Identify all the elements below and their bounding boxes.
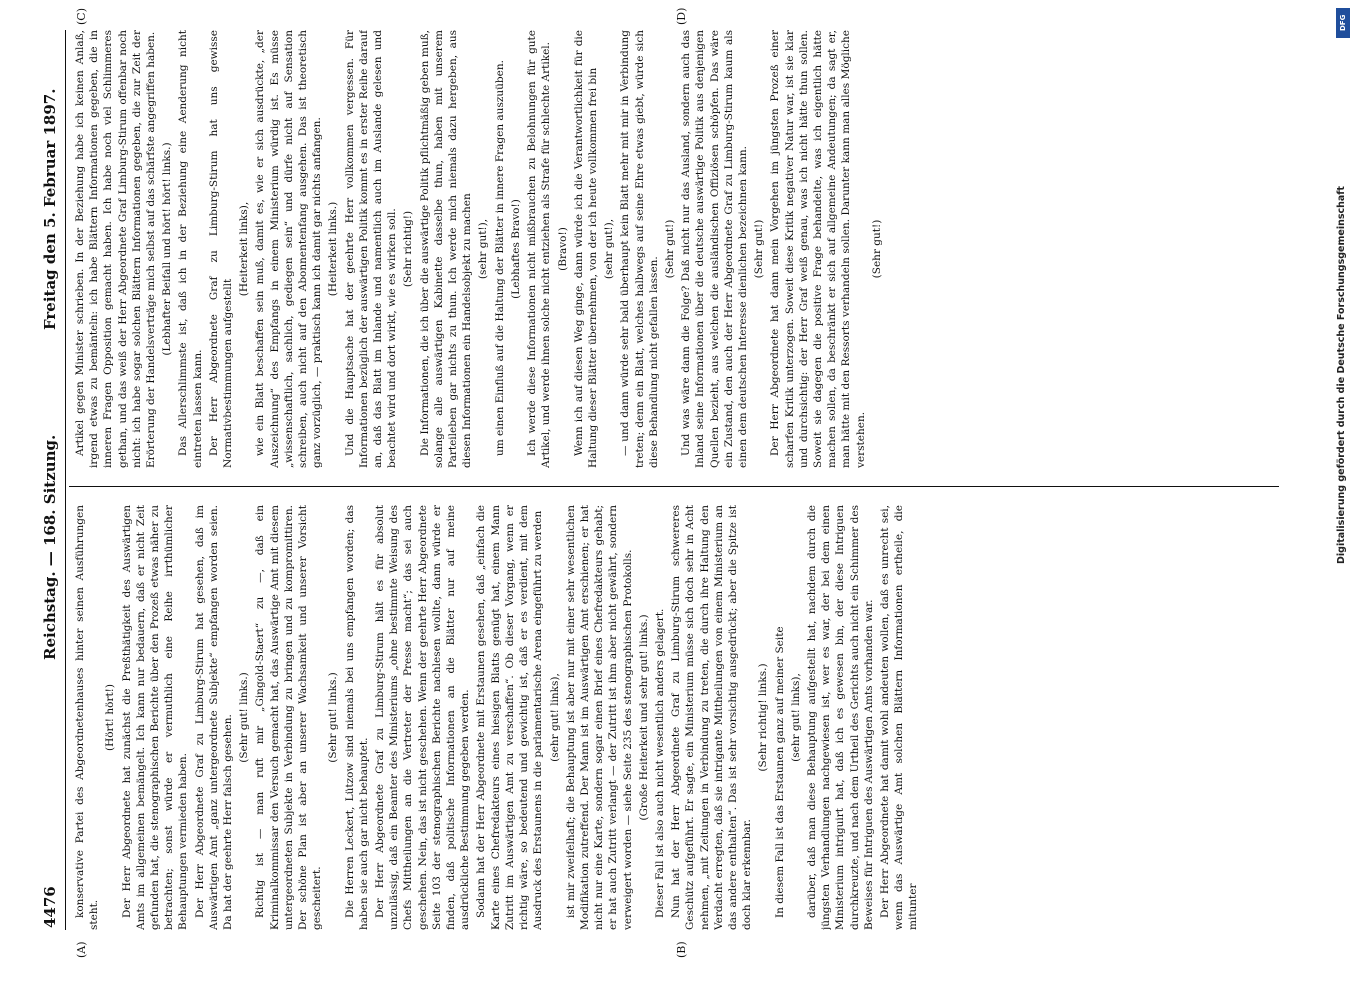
header-rule xyxy=(65,30,66,930)
left_column-paragraph: Der Herr Abgeordnete Graf zu Limburg-Stirum hat gesehen, daß im Auswärtigen Amt „ganz untergeordnete Subjekte“ empfangen worden seien. Da hat der geehrte Herr falsch gesehen. xyxy=(193,505,235,930)
right_column-paragraph: (Heiterkeit links.) xyxy=(327,201,340,297)
margin-marker-a: (A) xyxy=(75,941,88,958)
right_column-paragraph: Und was wäre dann die Folge? Daß nicht nur das Ausland, sondern auch das Inland seine Informationen über die deutsche auswärtige Politik aus denjenigen Quellen bezieht, aus welchen die ausländischen Offiziösen schöpfen. Das wäre ein Zustand, den auch der Herr Abgeordnete Graf zu Limburg-Stirum kaum als einen dem deutschen Interesse dienlichen bezeichnen kann. xyxy=(680,30,749,468)
margin-marker-b: (B) xyxy=(675,941,688,958)
left_column-paragraph: (sehr gut! links), xyxy=(789,673,802,762)
margin-marker-d: (D) xyxy=(675,7,688,25)
left_column-paragraph: In diesem Fall ist das Erstaunen ganz auf meiner Seite xyxy=(773,626,786,918)
right_column-paragraph: Wenn ich auf diesen Weg ginge, dann würde ich die Verantwortlichkeit für die Haltung dieser Blätter übernehmen, von der ich heute vollkommen frei bin xyxy=(572,30,599,468)
dfg-logo: DFG xyxy=(1336,8,1350,38)
digitization-credit: Digitalisierung gefördert durch die Deutsche Forschungsgemeinschaft xyxy=(1336,186,1347,564)
left_column-paragraph: Sodann hat der Herr Abgeordnete mit Erstaunen gesehen, daß „einfach die Karte eines Chefredakteurs eines hiesigen Blatts genügt hat, einem Mann Zutritt im Auswärtigen Amt zu verschaffen“. Ob dieser Vorgang, wenn er richtig wäre, so bedeutend und gewichtig ist, daß er es verdient, mit dem Ausdruck des Erstaunens in die parlamentarische Arena eingeführt zu werden xyxy=(475,505,545,930)
right_column-paragraph: Der Herr Abgeordnete Graf zu Limburg-Stirum hat uns gewisse Normativbestimmungen aufgestellt xyxy=(207,30,235,468)
left_column-paragraph: Der Herr Abgeordnete Graf zu Limburg-Stirum hält es für absolut unzulässig, daß ein Beamter des Ministeriums „ohne bestimmte Weisung des Chefs Mittheilungen an die Vertreter der Presse macht“; das sei auch geschehen. Nein, das ist nicht geschehen. Wenn der geehrte Herr Abgeordnete Seite 103 der stenographischen Berichte nachlesen wollte, dann würde er finden, daß politische Informationen an die Blätter nur auf meine ausdrückliche Bestimmung gegeben werden. xyxy=(374,505,472,930)
column-divider xyxy=(69,486,1279,487)
left_column-paragraph: (Sehr gut! links.) xyxy=(327,672,340,763)
left_column-paragraph: Richtig ist — man ruft mir „Gingold-Staert“ zu —, daß ein Kriminalkommissar den Versuch gemacht hat, das Auswärtige Amt mit diesem untergeordneten Subjekte in Verbindung zu bringen und zu kompromittiren. Der schöne Plan ist aber an unserer Wachsamkeit und unserer Vorsicht gescheitert. xyxy=(254,505,324,930)
left_column-paragraph: (Sehr richtig! links.) xyxy=(757,663,770,772)
right_column-paragraph: Und die Hauptsache hat der geehrte Herr vollkommen vergessen. Für Informationen bezüglich der auswärtigen Politik kommt es in erster Reihe darauf an, daß das Blatt im Inlande und namentlich auch im Auslande gelesen und beachtet wird und dort wirkt, wie es wirken soll. xyxy=(343,30,399,468)
left_column-paragraph: (sehr gut! links), xyxy=(548,673,561,762)
right_column-paragraph: (Lebhaftes Bravo!) xyxy=(509,199,522,299)
right_column-paragraph: (Heiterkeit links), xyxy=(238,201,251,297)
right_column-paragraph: (sehr gut!), xyxy=(477,218,490,280)
right_column-paragraph: (sehr gut!), xyxy=(603,218,616,280)
right_column-paragraph: wie ein Blatt beschaffen sein muß, damit es, wie er sich ausdrückte, „der Auszeichnung“ des Empfangs in einem Ministerium würdig ist. Es müsse „wissenschaftlich, sachlich, gediegen sein“ und dürfe nicht auf Sensation schreiben, auch nicht auf den Abonnentenfang ausgehen. Das ist theoretisch ganz vorzüglich, — praktisch kann ich damit gar nichts anfangen. xyxy=(254,30,324,468)
rotated-page xyxy=(35,7,1295,958)
right_column-paragraph: Der Herr Abgeordnete hat dann mein Vorgehen im jüngsten Prozeß einer scharfen Kritik unterzogen. Soweit diese Kritik negativer Natur war, ist sie klar und durchsichtig: der Herr Graf weiß genau, was ich nicht hätte thun sollen. Soweit sie dagegen die positive Frage behandelte, was ich eigentlich hätte machen sollen, da beschränkt er sich auf allgemeine Andeutungen; da sagt er, man hätte mit den Ressorts verhandeln sollen. Darunter kann man alles Mögliche verstehen. xyxy=(769,30,867,468)
right_column-paragraph: Die Informationen, die ich über die auswärtige Politik pflichtmäßig geben muß, solange alle auswärtigen Kabinette dasselbe thun, haben mit unserem Parteileben gar nichts zu thun. Ich werde mich niemals dazu hergeben, aus diesen Informationen ein Handelsobjekt zu machen xyxy=(418,30,474,468)
page-number: 4476 xyxy=(41,886,59,928)
right_column-paragraph: (Sehr richtig!) xyxy=(402,210,415,288)
left_column-paragraph: Nun hat der Herr Abgeordnete Graf zu Limburg-Stirum schwereres Geschütz aufgeführt. Er sagte, ein Ministerium müsse sich doch sehr in Acht nehmen, „mit Zeitungen in Verbindung zu treten, die durch ihre Haltung den Verdacht erregten, daß sie intrigante Mittheilungen von einem Ministerium an das andere enthalten“. Das ist sehr vorsichtig ausgedrückt; aber die Spitze ist doch klar erkennbar. xyxy=(670,505,754,930)
right_column-paragraph: Ich werde diese Informationen nicht mißbrauchen zu Belohnungen für gute Artikel, und werde ihnen solche nicht entziehen als Strafe für schlechte Artikel. xyxy=(526,30,553,468)
right_column-paragraph: (Bravo!) xyxy=(556,227,569,271)
left-column xyxy=(73,505,1273,930)
date-title: Freitag den 5. Februar 1897. xyxy=(41,88,59,330)
left_column-paragraph: Dieser Fall ist also auch nicht wesentlich anders gelagert. xyxy=(653,608,666,918)
right_column-paragraph: — und dann würde sehr bald überhaupt kein Blatt mehr mit mir in Verbindung treten; denn ein Blatt, welches halbwegs auf seine Ehre etwas giebt, würde sich diese Behandlung nicht gefallen lassen. xyxy=(619,30,660,468)
left_column-paragraph: (Große Heiterkeit und sehr gut! links.) xyxy=(637,614,650,821)
right-column xyxy=(73,30,1273,468)
left_column-paragraph: konservative Partei des Abgeordnetenhauses hinter seinen Ausführungen steht. xyxy=(74,505,101,930)
right_column-paragraph: Das Allerschlimmste ist, daß ich in der Beziehung eine Aenderung nicht eintreten lassen kann. xyxy=(177,30,204,468)
right_column-paragraph: (Sehr gut!) xyxy=(870,219,883,279)
left_column-paragraph: ist mir zweifelhaft; die Behauptung ist aber nur mit einer sehr wesentlichen Modifikation zutreffend. Der Mann ist im Auswärtigen Amt erschienen; er hat nicht nur eine Karte, sondern sogar einen Brief eines Chefredakteurs gehabt; er hat auch Zutritt verlangt — der Zutritt ist ihm aber nicht gewährt, sondern verweigert worden — siehe Seite 235 des stenographischen Protokolls. xyxy=(564,505,634,930)
right_column-paragraph: um einen Einfluß auf die Haltung der Blätter in innere Fragen auszuüben. xyxy=(493,60,506,456)
right_column-paragraph: Artikel gegen Minister schrieben. In der Beziehung habe ich keinen Anlaß, irgend etwas zu bemänteln: ich habe Blättern Informationen gegeben, die in inneren Fragen Opposition gemacht haben. Ich habe noch viel Schlimmeres gethan, und das weiß der Herr Abgeordnete Graf Limburg-Stirum offenbar noch nicht: ich habe sogar solchen Blättern Informationen gegeben, die zur Zeit der Erörterung der Handelsverträge mich selbst auf das schärfste angegriffen haben. xyxy=(74,30,158,468)
right_column-paragraph: (Lebhafter Beifall und hört! hört! links.) xyxy=(161,142,174,356)
right_column-paragraph: (Sehr gut!) xyxy=(663,219,676,279)
left_column-paragraph: Der Herr Abgeordnete hat zunächst die Preßthätigkeit des Auswärtigen Amts im allgemeinen bemängelt. Ich kann nur bedauern, daß er nicht Zeit gefunden hat, die stenographischen Berichte über den Prozeß etwas näher zu betrachten; sonst würde er vermuthlich eine Reihe irrthümlicher Behauptungen vermieden haben. xyxy=(120,505,190,930)
left_column-paragraph: Die Herren Leckert, Lützow sind niemals bei uns empfangen worden; das haben sie auch gar nicht behauptet. xyxy=(343,505,370,930)
session-title: Reichstag. — 168. Sitzung. xyxy=(41,434,59,660)
left_column-paragraph: darüber, daß man diese Behauptung aufgestellt hat, nachdem durch die jüngsten Verhandlungen nachgewiesen ist, wer es war, der bei dem einen Ministerium intriguirt hat, daß ich es gewesen bin, der diese Intriguen durchkreuzte, und nach dem Urtheil des Gerichts auch nicht ein Schimmer des Beweises für Intriguen des Auswärtigen Amts vorhanden war. xyxy=(805,505,875,930)
left_column-paragraph: Der Herr Abgeordnete hat damit wohl andeuten wollen, daß es unrecht sei, wenn das Auswärtige Amt solchen Blättern Informationen ertheile, die mitunter xyxy=(878,505,920,930)
left_column-paragraph: (Sehr gut! links.) xyxy=(238,672,251,763)
margin-marker-c: (C) xyxy=(75,8,88,25)
right_column-paragraph: (Sehr gut!) xyxy=(753,219,766,279)
left_column-paragraph: (Hört! hört!) xyxy=(104,684,117,752)
page-header xyxy=(35,30,65,930)
